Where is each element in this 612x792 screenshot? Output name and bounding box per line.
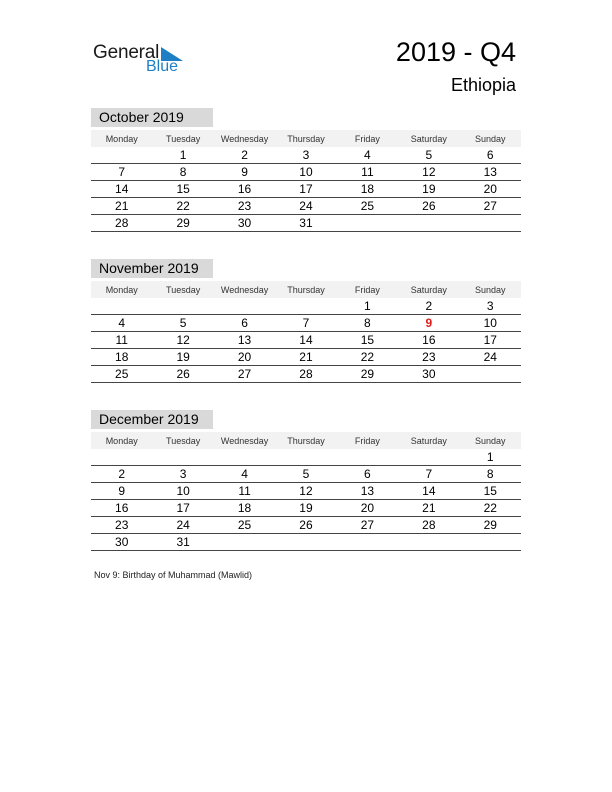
day-cell: 20: [337, 500, 398, 517]
holiday-day-cell: 9: [398, 315, 459, 332]
day-cell: 12: [275, 483, 336, 500]
week-row: [91, 215, 521, 232]
logo-text-general: General: [93, 42, 160, 63]
day-cell: 1: [152, 147, 213, 164]
day-cell: 19: [275, 500, 336, 517]
day-cell: 31: [152, 534, 213, 551]
day-cell: 2: [91, 466, 152, 483]
day-cell: 8: [337, 315, 398, 332]
weekday-header: Wednesday: [214, 432, 275, 449]
week-row: [91, 483, 521, 500]
weekday-header: Monday: [91, 281, 152, 298]
weekday-header: Wednesday: [214, 130, 275, 147]
month-title: October 2019: [91, 108, 213, 127]
day-cell: 14: [398, 483, 459, 500]
empty-day-cell: [398, 215, 459, 232]
day-cell: 19: [398, 181, 459, 198]
day-cell: 21: [398, 500, 459, 517]
day-cell: 26: [275, 517, 336, 534]
week-row: [91, 315, 521, 332]
day-cell: 8: [152, 164, 213, 181]
empty-day-cell: [337, 534, 398, 551]
day-cell: 23: [398, 349, 459, 366]
country-name: Ethiopia: [450, 75, 516, 95]
day-cell: 12: [398, 164, 459, 181]
empty-day-cell: [214, 449, 275, 466]
day-cell: 5: [152, 315, 213, 332]
day-cell: 23: [91, 517, 152, 534]
day-cell: 23: [214, 198, 275, 215]
day-cell: 17: [460, 332, 521, 349]
week-row: [91, 181, 521, 198]
empty-day-cell: [91, 147, 152, 164]
weekday-header: Wednesday: [214, 281, 275, 298]
day-cell: 11: [214, 483, 275, 500]
empty-day-cell: [152, 449, 213, 466]
empty-day-cell: [91, 449, 152, 466]
day-cell: 18: [214, 500, 275, 517]
day-cell: 29: [460, 517, 521, 534]
day-cell: 20: [460, 181, 521, 198]
day-cell: 30: [398, 366, 459, 383]
day-cell: 27: [214, 366, 275, 383]
month-title: December 2019: [91, 410, 213, 429]
day-cell: 13: [337, 483, 398, 500]
day-cell: 18: [91, 349, 152, 366]
week-row: [91, 298, 521, 315]
weekday-header-row: [91, 432, 521, 449]
day-cell: 25: [337, 198, 398, 215]
day-cell: 28: [398, 517, 459, 534]
day-cell: 27: [337, 517, 398, 534]
day-cell: 21: [91, 198, 152, 215]
day-cell: 24: [152, 517, 213, 534]
week-row: [91, 164, 521, 181]
week-row: [91, 466, 521, 483]
day-cell: 15: [337, 332, 398, 349]
day-cell: 13: [214, 332, 275, 349]
weekday-header: Thursday: [275, 281, 336, 298]
day-cell: 10: [275, 164, 336, 181]
empty-day-cell: [460, 366, 521, 383]
calendar-grid: [91, 432, 521, 551]
day-cell: 9: [214, 164, 275, 181]
empty-day-cell: [275, 298, 336, 315]
week-row: [91, 534, 521, 551]
day-cell: 25: [214, 517, 275, 534]
day-cell: 12: [152, 332, 213, 349]
logo-text-blue: Blue: [146, 58, 179, 75]
empty-day-cell: [398, 449, 459, 466]
day-cell: 7: [398, 466, 459, 483]
day-cell: 11: [337, 164, 398, 181]
day-cell: 30: [214, 215, 275, 232]
day-cell: 26: [398, 198, 459, 215]
day-cell: 3: [275, 147, 336, 164]
weekday-header: Saturday: [398, 432, 459, 449]
holiday-footnote: Nov 9: Birthday of Muhammad (Mawlid): [94, 570, 253, 580]
day-cell: 1: [337, 298, 398, 315]
day-cell: 3: [460, 298, 521, 315]
weekday-header: Tuesday: [152, 281, 213, 298]
day-cell: 2: [398, 298, 459, 315]
weekday-header: Friday: [337, 432, 398, 449]
weekday-header: Thursday: [275, 432, 336, 449]
day-cell: 14: [91, 181, 152, 198]
generalblue-logo: [93, 42, 193, 78]
day-cell: 24: [460, 349, 521, 366]
week-row: [91, 147, 521, 164]
day-cell: 28: [91, 215, 152, 232]
weekday-header-row: [91, 281, 521, 298]
empty-day-cell: [460, 215, 521, 232]
day-cell: 1: [460, 449, 521, 466]
day-cell: 29: [337, 366, 398, 383]
day-cell: 3: [152, 466, 213, 483]
weekday-header: Sunday: [460, 432, 521, 449]
weekday-header: Friday: [337, 281, 398, 298]
weekday-header: Sunday: [460, 130, 521, 147]
day-cell: 5: [275, 466, 336, 483]
weekday-header-row: [91, 130, 521, 147]
day-cell: 25: [91, 366, 152, 383]
week-row: [91, 517, 521, 534]
day-cell: 21: [275, 349, 336, 366]
day-cell: 7: [91, 164, 152, 181]
weekday-header: Monday: [91, 130, 152, 147]
month-december: [91, 410, 521, 551]
day-cell: 16: [214, 181, 275, 198]
day-cell: 14: [275, 332, 336, 349]
day-cell: 4: [214, 466, 275, 483]
empty-day-cell: [214, 534, 275, 551]
week-row: [91, 500, 521, 517]
day-cell: 19: [152, 349, 213, 366]
weekday-header: Saturday: [398, 281, 459, 298]
empty-day-cell: [214, 298, 275, 315]
month-title: November 2019: [91, 259, 213, 278]
day-cell: 5: [398, 147, 459, 164]
day-cell: 10: [460, 315, 521, 332]
calendar-grid: [91, 281, 521, 383]
empty-day-cell: [275, 449, 336, 466]
empty-day-cell: [152, 298, 213, 315]
day-cell: 16: [398, 332, 459, 349]
week-row: [91, 366, 521, 383]
day-cell: 15: [152, 181, 213, 198]
day-cell: 26: [152, 366, 213, 383]
day-cell: 17: [152, 500, 213, 517]
empty-day-cell: [337, 215, 398, 232]
empty-day-cell: [91, 298, 152, 315]
weekday-header: Thursday: [275, 130, 336, 147]
day-cell: 2: [214, 147, 275, 164]
day-cell: 4: [91, 315, 152, 332]
weekday-header: Tuesday: [152, 130, 213, 147]
month-october: [91, 108, 521, 232]
weekday-header: Saturday: [398, 130, 459, 147]
day-cell: 7: [275, 315, 336, 332]
day-cell: 6: [460, 147, 521, 164]
day-cell: 24: [275, 198, 336, 215]
week-row: [91, 332, 521, 349]
week-row: [91, 349, 521, 366]
day-cell: 11: [91, 332, 152, 349]
day-cell: 22: [460, 500, 521, 517]
weekday-header: Tuesday: [152, 432, 213, 449]
day-cell: 27: [460, 198, 521, 215]
day-cell: 4: [337, 147, 398, 164]
day-cell: 8: [460, 466, 521, 483]
empty-day-cell: [337, 449, 398, 466]
day-cell: 22: [152, 198, 213, 215]
empty-day-cell: [275, 534, 336, 551]
day-cell: 10: [152, 483, 213, 500]
day-cell: 20: [214, 349, 275, 366]
week-row: [91, 198, 521, 215]
day-cell: 6: [214, 315, 275, 332]
calendar-grid: [91, 130, 521, 232]
week-row: [91, 449, 521, 466]
weekday-header: Monday: [91, 432, 152, 449]
empty-day-cell: [398, 534, 459, 551]
day-cell: 17: [275, 181, 336, 198]
day-cell: 30: [91, 534, 152, 551]
month-november: [91, 259, 521, 383]
weekday-header: Sunday: [460, 281, 521, 298]
weekday-header: Friday: [337, 130, 398, 147]
day-cell: 16: [91, 500, 152, 517]
page-title: 2019 - Q4: [395, 37, 516, 67]
day-cell: 9: [91, 483, 152, 500]
day-cell: 13: [460, 164, 521, 181]
day-cell: 28: [275, 366, 336, 383]
day-cell: 18: [337, 181, 398, 198]
day-cell: 29: [152, 215, 213, 232]
day-cell: 15: [460, 483, 521, 500]
empty-day-cell: [460, 534, 521, 551]
day-cell: 22: [337, 349, 398, 366]
day-cell: 31: [275, 215, 336, 232]
day-cell: 6: [337, 466, 398, 483]
